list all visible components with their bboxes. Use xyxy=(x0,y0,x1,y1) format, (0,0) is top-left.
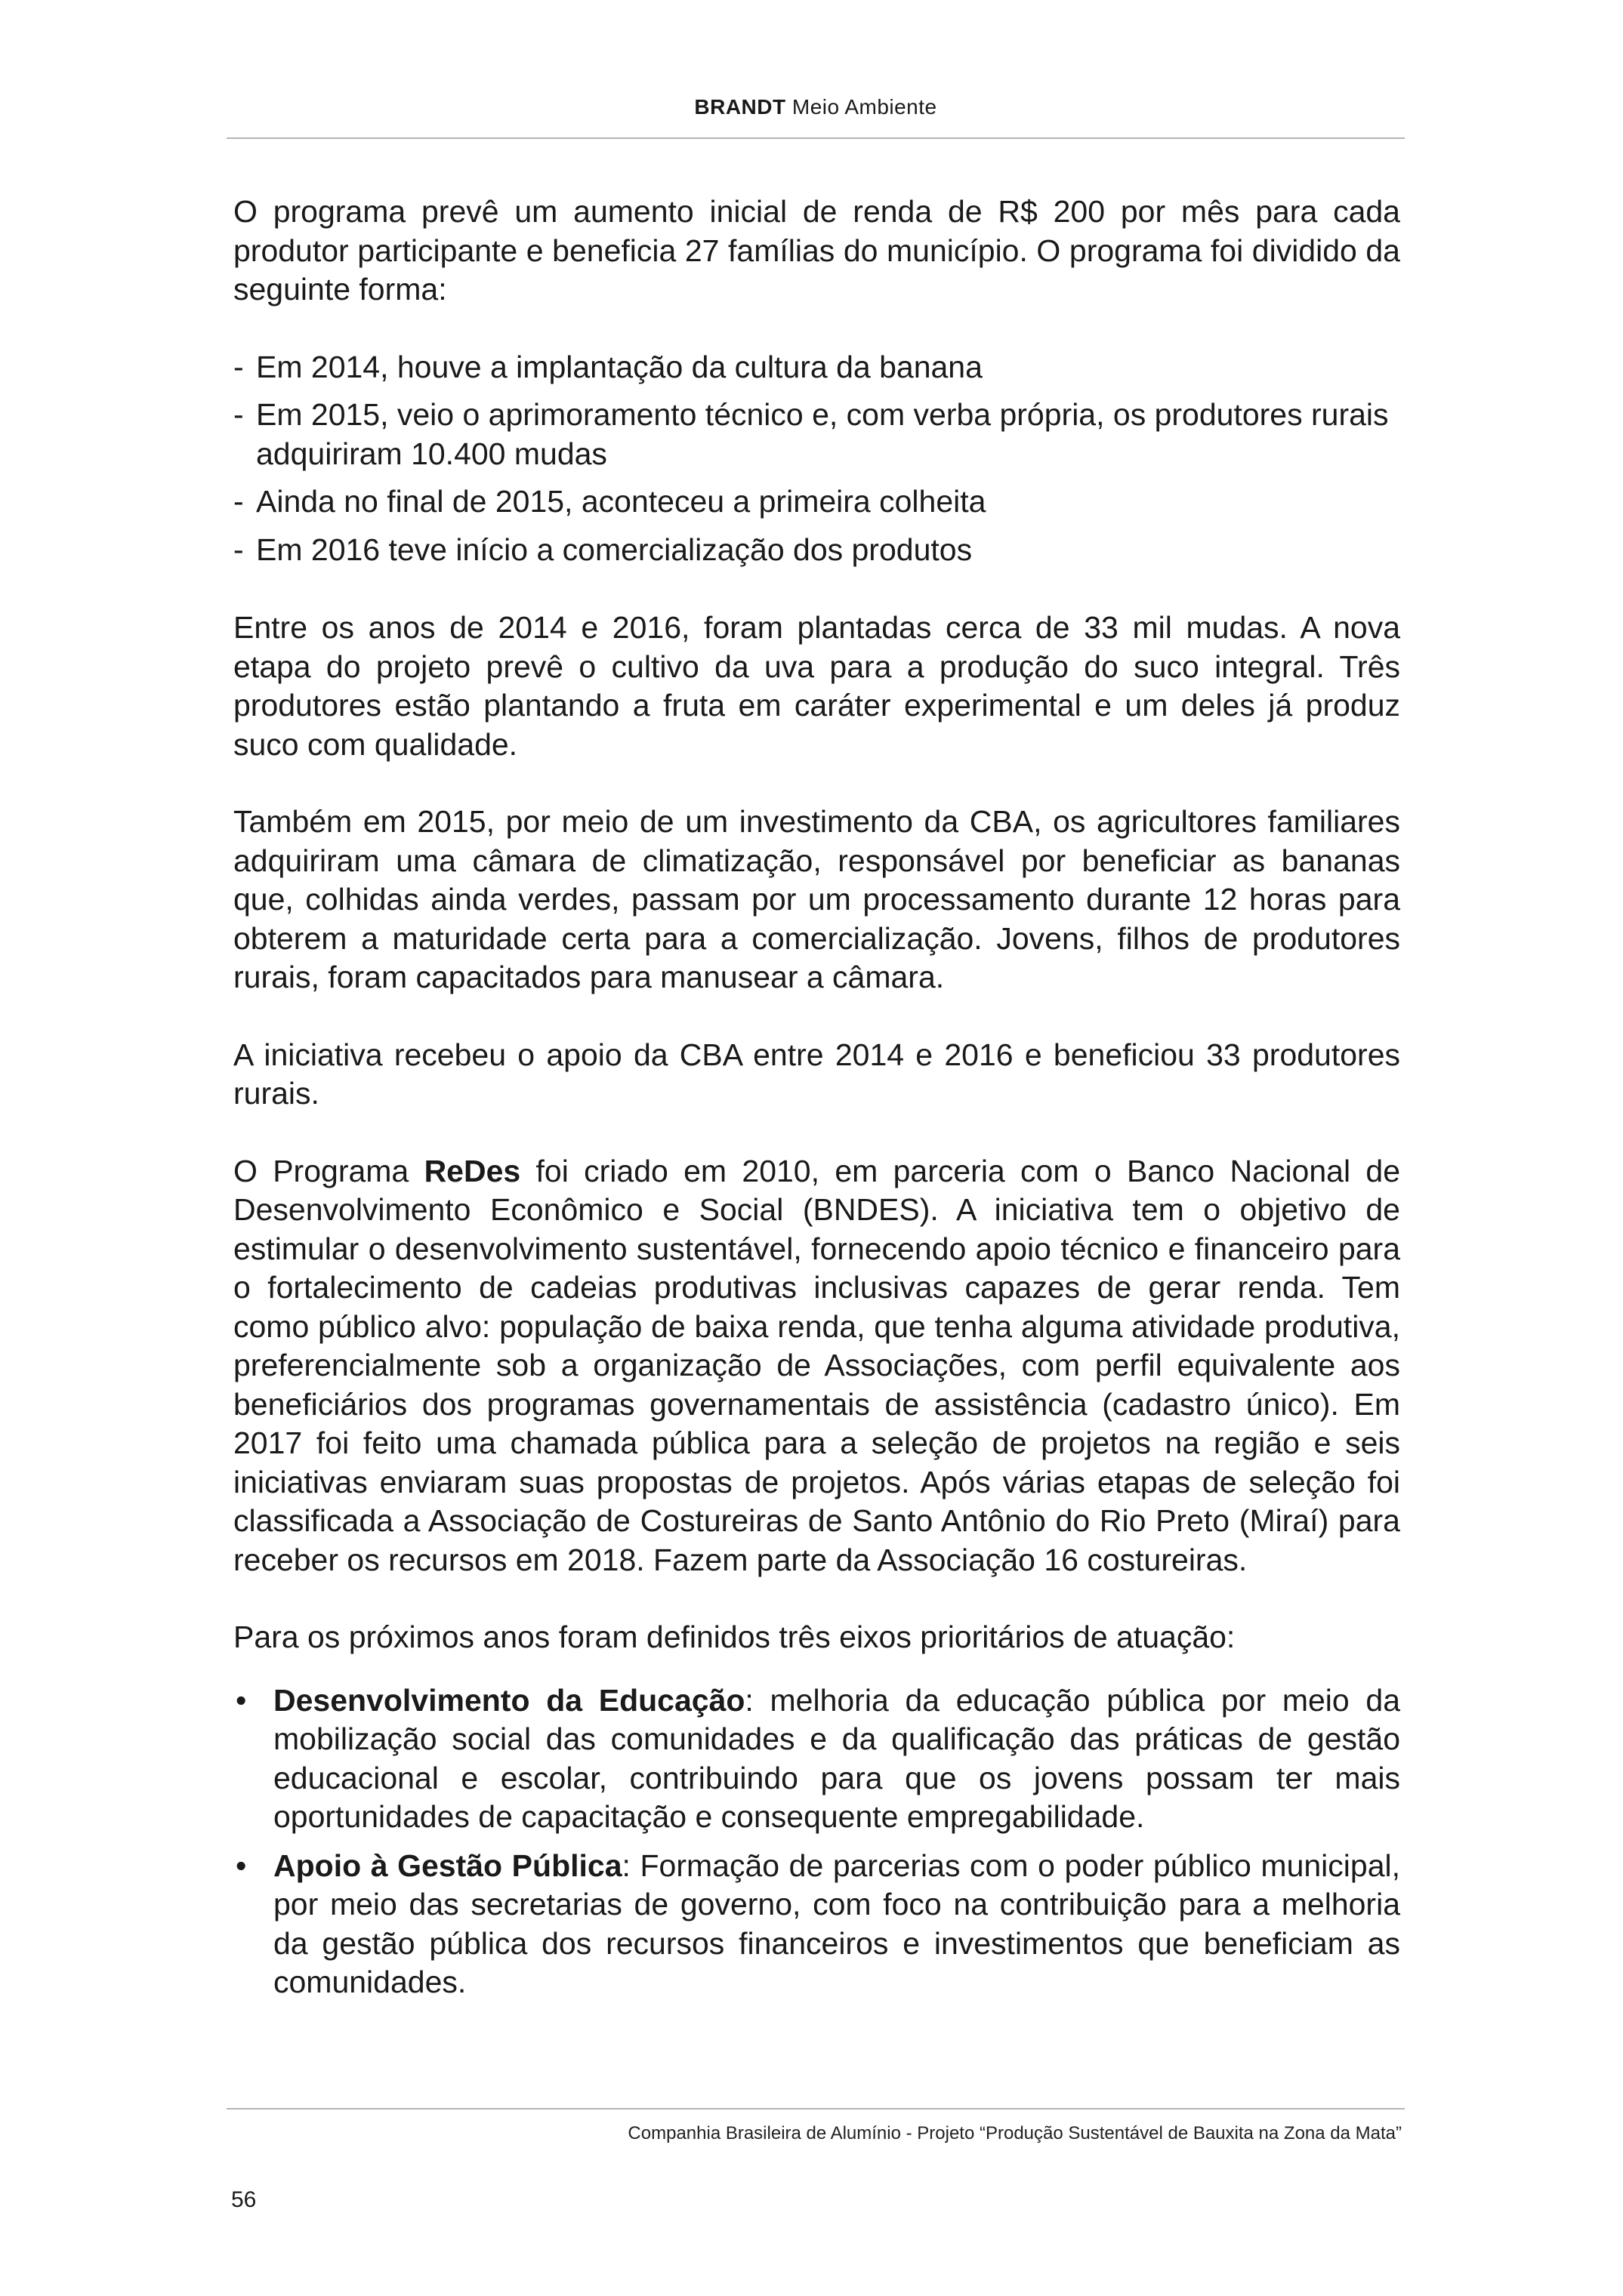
list-item xyxy=(233,396,1400,473)
bullet-icon: • xyxy=(236,1682,247,1718)
axis-title: Apoio à Gestão Pública xyxy=(273,1848,622,1883)
priority-axes-list xyxy=(233,1681,1400,2002)
redes-intro: O Programa xyxy=(233,1153,424,1188)
axis-description: : melhoria da educação pública por meio da mobilização social das comunidades e da qualificação das práticas de gestão educacional e escolar, contribuindo para que os jovens possam ter mais oportunidades de capacitação e consequente empregabilidade. xyxy=(273,1682,1400,1834)
paragraph-support: A iniciativa recebeu o apoio da CBA entre 2014 e 2016 e beneficiou 33 produtores rurais. xyxy=(233,1037,1400,1111)
axis-description: : Formação de parcerias com o poder público municipal, por meio das secretarias de governo, com foco na contribuição para a melhoria da gestão pública dos recursos financeiros e investimentos que beneficiam as comunidades. xyxy=(273,1848,1400,1999)
axis-title: Desenvolvimento da Educação xyxy=(273,1682,745,1718)
timeline-list xyxy=(233,348,1400,570)
header-divider xyxy=(227,137,1405,139)
paragraph-redes-program xyxy=(233,1152,1400,1580)
list-item xyxy=(233,348,1400,387)
footer-divider xyxy=(227,2108,1405,2110)
redes-description: foi criado em 2010, em parceria com o Banco Nacional de Desenvolvimento Econômico e Social (BNDES). A iniciativa tem o objetivo de estimular o desenvolvimento sustentável, fornecendo apoio técnico e financeiro para o fortalecimento de cadeias produtivas inclusivas capazes de gerar renda. Tem como público alvo: população de baixa renda, que tenha alguma atividade produtiva, preferencialmente sob a organização de Associações, com perfil equivalente aos beneficiários dos programas governamentais de assistência (cadastro único). Em 2017 foi feito uma chamada pública para a seleção de projetos na região e seis iniciativas enviaram suas propostas de projetos. Após várias etapas de seleção foi classificada a Associação de Costureiras de Santo Antônio do Rio Preto (Miraí) para receber os recursos em 2018. Fazem parte da Associação 16 costureiras. xyxy=(233,1153,1400,1577)
list-item-text: Em 2014, houve a implantação da cultura da banana xyxy=(256,349,983,384)
footer-text: Companhia Brasileira de Alumínio - Projeto “Produção Sustentável de Bauxita na Zona da Mata” xyxy=(628,2123,1402,2143)
redes-name: ReDes xyxy=(424,1153,521,1188)
list-item-text: Ainda no final de 2015, aconteceu a primeira colheita xyxy=(256,484,986,519)
list-item xyxy=(233,531,1400,570)
dash-marker: - xyxy=(233,532,244,567)
page-header xyxy=(227,95,1405,119)
paragraph-seedlings: Entre os anos de 2014 e 2016, foram plantadas cerca de 33 mil mudas. A nova etapa do projeto prevê o cultivo da uva para a produção do suco integral. Três produtores estão plantando a fruta em caráter experimental e um deles já produz suco com qualidade. xyxy=(233,610,1400,762)
paragraph-program-income: O programa prevê um aumento inicial de renda de R$ 200 por mês para cada produtor participante e beneficia 27 famílias do município. O programa foi dividido da seguinte forma: xyxy=(233,194,1400,307)
paragraph-climate-chamber: Também em 2015, por meio de um investimento da CBA, os agricultores familiares adquiriram uma câmara de climatização, responsável por beneficiar as bananas que, colhidas ainda verdes, passam por um processamento durante 12 horas para obterem a maturidade certa para a comercialização. Jovens, filhos de produtores rurais, foram capacitados para manusear a câmara. xyxy=(233,804,1400,994)
list-item-text: Em 2016 teve início a comercialização dos produtos xyxy=(256,532,973,567)
list-item xyxy=(233,1847,1400,2002)
document-body xyxy=(233,193,1400,2012)
paragraph-priority-axes: Para os próximos anos foram definidos três eixos prioritários de atuação: xyxy=(233,1620,1236,1654)
list-item xyxy=(233,482,1400,522)
dash-marker: - xyxy=(233,484,244,519)
header-section: Meio Ambiente xyxy=(791,95,937,119)
list-item xyxy=(233,1681,1400,1837)
page-number: 56 xyxy=(231,2187,257,2212)
list-item-text: Em 2015, veio o aprimoramento técnico e, com verba própria, os produtores rurais adquiriram 10.400 mudas xyxy=(256,397,1389,471)
bullet-icon: • xyxy=(236,1848,247,1883)
header-brand: BRANDT xyxy=(694,95,786,119)
dash-marker: - xyxy=(233,397,244,432)
dash-marker: - xyxy=(233,349,244,384)
